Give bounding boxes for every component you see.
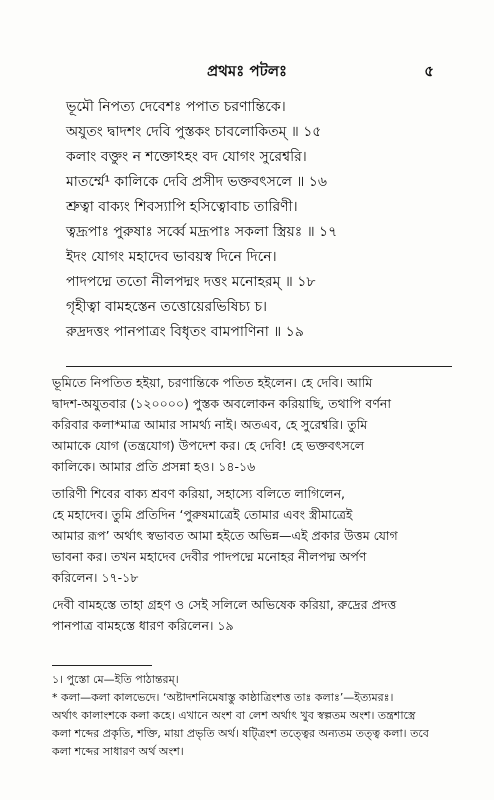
translation-line: হে মহাদেব। তুমি প্রতিদিন ‘পুরুষমাত্রেই তোমার এবং স্ত্রীমাত্রেই — [52, 507, 353, 522]
footnote-line: ১। পুস্তো মে—ইতি পাঠান্তরম্। — [52, 673, 179, 686]
translation-line: করিবার কলা*মাত্র আমার সামর্থ্য নাই। অতএব, হে সুরেশ্বরি। তুমি — [52, 417, 368, 432]
section-divider — [66, 366, 452, 367]
footnotes — [52, 671, 462, 761]
verse-line: গৃহীত্বা বামহস্তেন তত্তোয়েরভিষিচ্য চ। — [66, 299, 268, 315]
translation-line: পানপাত্র বামহস্তে ধারণ করিলেন। ১৯ — [52, 618, 234, 633]
verse-line: রুদ্রদত্তং পানপাত্রং বিধৃতং বামপাণিনা ॥ ১৯ — [66, 324, 304, 340]
verse-line: মাতর্ম্মে¹ কালিকে দেবি প্রসীদ ভক্তবৎসলে ॥ ১৬ — [66, 174, 327, 190]
footnote-line: * কলা—কলা কালভেদে। ‘অষ্টাদশনিমেষাস্তু কাষ্ঠাত্রিংশত্ত তাঃ কলাঃ’—ইত্যমরঃ। — [52, 691, 394, 704]
translation-line: দ্বাদশ-অযুতবার (১২০০০০) পুস্তক অবলোকন করিয়াছি, তথাপি বর্ণনা — [52, 396, 391, 411]
sanskrit-verses — [66, 95, 446, 345]
verse-line: শ্রুত্বা বাক্যং শিবস্যাপি হসিত্বোবাচ তারিণী। — [66, 199, 298, 215]
verse-line: পাদপদ্মে ততো নীলপদ্মং দত্তং মনোহরম্ ॥ ১৮ — [66, 274, 316, 290]
footnote-rule — [52, 665, 152, 666]
footnote-line: কলা শব্দের সাধারণ অর্থ অংশ। — [52, 745, 184, 758]
page-number: ৫ — [424, 62, 434, 80]
translation-line: ভাবনা কর। তখন মহাদেব দেবীর পাদপদ্মে মনোহর নীলপদ্ম অর্পণ — [52, 549, 367, 564]
translation-paragraph — [52, 483, 452, 588]
bengali-translation — [52, 372, 452, 642]
translation-paragraph — [52, 594, 452, 636]
footnote-line: কলা শব্দের প্রকৃতি, শক্তি, মায়া প্রভৃতি অর্থ। ষট্ত্রিংশ তত্ত্বের অন্যতম তত্ত্ব কলা। তবে — [52, 727, 429, 740]
translation-line: তারিণী শিবের বাক্য শ্রবণ করিয়া, সহাস্যে বলিতে লাগিলেন, — [52, 486, 346, 501]
verse-line: ত্বদ্রূপাঃ পুরুষাঃ সর্ব্বে মদ্রূপাঃ সকলা স্ত্রিয়ঃ ॥ ১৭ — [66, 224, 338, 240]
verse-line: ইদং যোগং মহাদেব ভাবয়স্ব দিনে দিনে। — [66, 249, 277, 265]
translation-line: কালিকে। আমার প্রতি প্রসন্না হও। ১৪-১৬ — [52, 459, 256, 474]
page-header — [0, 60, 494, 84]
translation-line: আমার রূপ’ অর্থাৎ স্বভাবত আমা হইতে অভিন্ন—এই প্রকার উত্তম যোগ — [52, 528, 398, 543]
translation-line: ভূমিতে নিপতিত হইয়া, চরণান্তিকে পতিত হইলেন। হে দেবি। আমি — [52, 375, 373, 390]
translation-line: আমাকে যোগ (তন্ত্রযোগ) উপদেশ কর। হে দেবি! হে ভক্তবৎসলে — [52, 438, 365, 453]
translation-line: করিলেন। ১৭-১৮ — [52, 570, 139, 585]
footnote-line: অর্থাৎ কালাংশকে কলা কহে। এখানে অংশ বা লেশ অর্থাৎ খুব স্বল্পতম অংশ। তন্ত্রশাস্ত্রে — [52, 709, 416, 722]
translation-paragraph — [52, 372, 452, 477]
chapter-title: প্রথমঃ পটলঃ — [207, 62, 287, 80]
verse-line: কলাং বক্তুং ন শক্তোঽহং বদ যোগং সুরেশ্বরি। — [66, 149, 307, 165]
verse-line: অযুতং দ্বাদশং দেবি পুস্তকং চাবলোকিতম্ ॥ ১৫ — [66, 124, 322, 140]
verse-line: ভূমৌ নিপত্য দেবেশঃ পপাত চরণান্তিকে। — [66, 99, 286, 115]
translation-line: দেবী বামহস্তে তাহা গ্রহণ ও সেই সলিলে অভিষেক করিয়া, রুদ্রের প্রদত্ত — [52, 597, 397, 612]
